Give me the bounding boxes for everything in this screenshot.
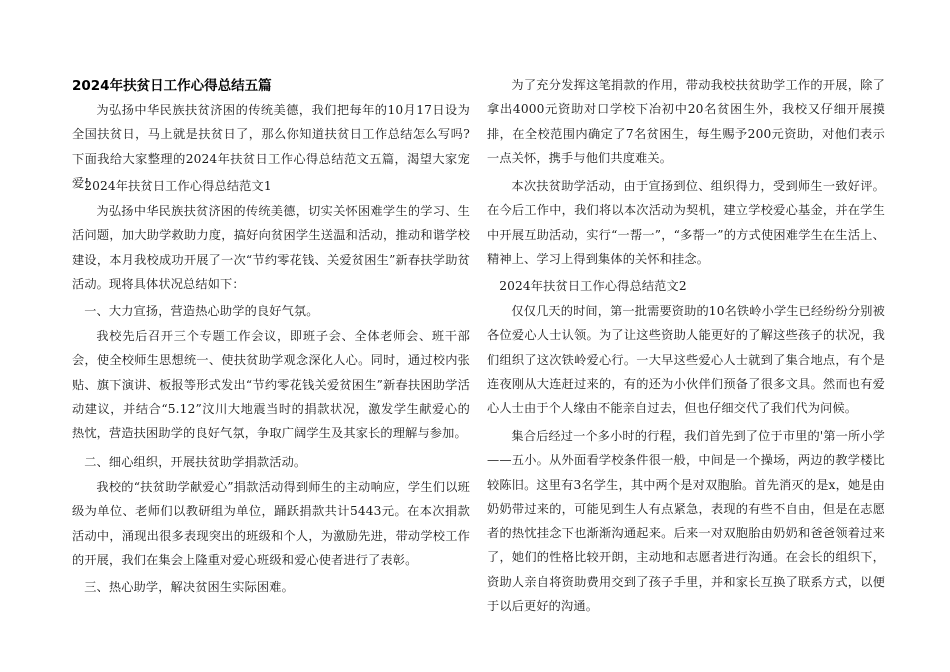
body-paragraph: 为了充分发挥这笔捐款的作用，带动我校扶贫助学工作的开展，除了拿出4000元资助对口学校下冶初中20名贫困生外，我校又仔细开展摸排，在全校范围内确定了7名贫困生，每生赐予200元资助，对他们表示一点关怀，携手与他们共度难关。 (487, 78, 885, 165)
body-paragraph: 为弘扬中华民族扶贫济困的传统美德，切实关怀困难学生的学习、生活问题，加大助学救助力度，搞好向贫困学生送温和活动，推动和谐学校建设，本月我校成功开展了一次“节约零花钱、关爱贫困生”新春扶学助贫活动。现将具体状况总结如下： (72, 204, 470, 291)
document-title: 2024年扶贫日工作心得总结五篇 (72, 78, 272, 94)
body-paragraph: 我校先后召开三个专题工作会议，即班子会、全体老师会、班干部会，使全校师生思想统一、使扶贫助学观念深化人心。同时，通过校内张贴、旗下演讲、板报等形式发出“节约零花钱关爱贫困生”新春扶困助学活动建议，并结合“5.12”汶川大地震当时的捐款状况，激发学生献爱心的热忱，营造扶困助学的良好气氛，争取广阔学生及其家长的理解与参加。 (72, 329, 470, 441)
body-paragraph: 我校的“扶贫助学献爱心”捐款活动得到师生的主动响应，学生们以班级为单位、老师们以教研组为单位，踊跃捐款共计5443元。在本次捐款活动中，涌现出很多表现突出的班级和个人，为激励先进，带动学校工作的开展，我们在集会上隆重对爱心班级和爱心使者进行了表彰。 (72, 480, 470, 567)
section-heading-2: 2024年扶贫日工作心得总结范文2 (499, 279, 687, 293)
body-paragraph: 仅仅几天的时间，第一批需要资助的10名铁岭小学生已经纷纷分别被各位爱心人士认领。为了让这些资助人能更好的了解这些孩子的状况，我们组织了这次铁岭爱心行。一大早这些爱心人士就到了集合地点，有个是连夜刚从大连赶过来的，有的还为小伙伴们预备了很多文具。然而也有爱心人士由于个人缘由不能亲自过去，但也仔细交代了我们代为问候。 (487, 304, 885, 416)
subheading-3: 三、热心助学，解决贫困生实际困难。 (84, 580, 294, 594)
subheading-1: 一、大力宣扬，营造热心助学的良好气氛。 (84, 304, 319, 318)
body-paragraph: 本次扶贫助学活动，由于宣扬到位、组织得力，受到师生一致好评。在今后工作中，我们将以本次活动为契机，建立学校爱心基金，并在学生中开展互助活动，实行“一帮一”，“多帮一”的方式使困难学生在生活上、精神上、学习上得到集体的关怀和挂念。 (487, 179, 885, 266)
intro-paragraph: 为弘扬中华民族扶贫济困的传统美德，我们把每年的10月17日设为全国扶贫日，马上就是扶贫日了，那么你知道扶贫日工作总结怎么写吗?下面我给大家整理的2024年扶贫日工作心得总结范文五篇，渴望大家宠爱! (72, 103, 470, 190)
section-heading-1: 2024年扶贫日工作心得总结范文1 (84, 179, 272, 193)
subheading-2: 二、细心组织，开展扶贫助学捐款活动。 (84, 455, 307, 469)
body-paragraph: 集合后经过一个多小时的行程，我们首先到了位于市里的'第一所小学——五小。从外面看学校条件很一般，中间是一个操场，两边的教学楼比较陈旧。这里有3名学生，其中两个是对双胞胎。首先消灭的是x，她是由奶奶带过来的，可能见到生人有点紧急，表现的有些不自由，但是在志愿者的热忱挂念下也渐渐沟通起来。后来一对双胞胎由奶奶和爸爸领着过来了，她们的性格比较开朗，主动地和志愿者进行沟通。在会长的组织下，资助人亲自将资助费用交到了孩子手里，并和家长互换了联系方式，以便于以后更好的沟通。 (487, 429, 886, 614)
